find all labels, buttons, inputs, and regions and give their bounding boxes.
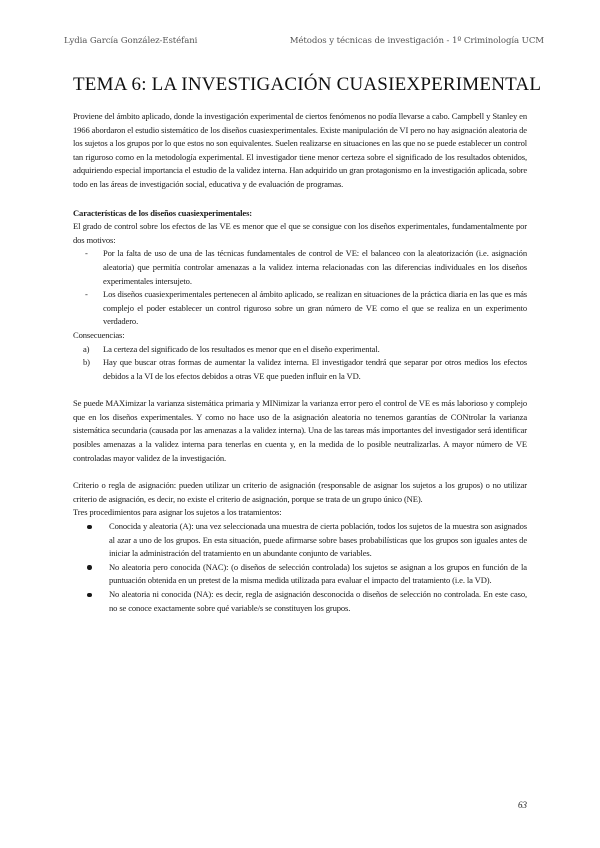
characteristics-lead: El grado de control sobre los efectos de las VE es menor que el que se consigue con los diseños experimentales, fundamentalmente por dos motivos: — [73, 221, 527, 245]
assignment-intro: Criterio o regla de asignación: pueden utilizar un criterio de asignación (responsable de asignar los sujetos a los grupos) o no utilizar criterio de asignación, es decir, no existe el criterio de asignación, porque se trata de un grupo único (NE). — [73, 480, 527, 504]
header-author: Lydia García González-Estéfani — [64, 36, 198, 46]
consequences-list — [73, 343, 527, 384]
list-item: - Los diseños cuasiexperimentales pertenecen al ámbito aplicado, se realizan en situaciones de la práctica diaria en las que es más complejo el poder establecer un control riguroso sobre un gran número de VE como el que se realiza en un experimento verdadero. — [103, 288, 527, 329]
intro-paragraph: Proviene del ámbito aplicado, donde la investigación experimental de ciertos fenómenos no podía llevarse a cabo. Campbell y Stanley en 1966 abordaron el estudio sistemático de los diseños cuasiexperimentales. Existe manipulación de VI pero no hay asignación aleatoria de los sujetos a los grupos por lo que estos no son equivalentes. Suelen realizarse en situaciones en las que no se puede establecer un control tan riguroso como en la metodología experimental. El investigador tiene menor certeza sobre el significado de los resultados obtenidos, adquiriendo especial importancia el estudio de la validez interna. Han adquirido un gran protagonismo en la investigación aplicada, sobre todo en las áreas de investigación social, educativa y de evaluación de programas. — [73, 111, 527, 189]
list-marker: b) — [83, 357, 90, 368]
list-marker: a) — [83, 343, 90, 354]
document-body — [73, 110, 527, 615]
header-course: Métodos y técnicas de investigación - 1º Criminología UCM — [289, 36, 544, 46]
consequences-label: Consecuencias: — [73, 329, 125, 340]
list-item: No aleatoria pero conocida (NAC): (o diseños de selección controlada) los sujetos se asignan a los grupos en función de la puntuación obtenida en un pretest de la misma medida utilizada para evaluar el impacto del tratamiento (i.e. la VD). — [109, 561, 527, 588]
page-number: 63 — [518, 800, 527, 810]
list-item: No aleatoria ni conocida (NA): es decir, regla de asignación desconocida o diseños de selección no controlada. En este caso, no se conoce exactamente sobre qué variable/s se constituyen los grupos. — [109, 588, 527, 615]
procedures-list — [73, 520, 527, 615]
list-item — [83, 343, 527, 357]
list-item-text: La certeza del significado de los resultados es menor que en el diseño experimental. — [103, 343, 380, 354]
characteristics-subtitle: Características de los diseños cuasiexperimentales: — [73, 207, 253, 218]
page-title: TEMA 6: LA INVESTIGACIÓN CUASIEXPERIMENTAL — [73, 74, 542, 95]
variance-paragraph: Se puede MAXimizar la varianza sistemática primaria y MINimizar la varianza error pero el control de VE es más laborioso y complejo que en los diseños experimentales. Y como no hace uso de la asignación aleatoria no tenemos garantías de CONtrolar la varianza sistemática secundaria (causada por las amenazas a la validez interna). Una de las tareas más importantes del investigador será identificar posibles amenazas a la validez interna para tenerlas en cuenta y, en la medida de lo posible neutralizarlas. A mayor número de VE controladas mayor validez de la investigación. — [73, 398, 527, 463]
list-item-text: Hay que buscar otras formas de aumentar la validez interna. El investigador tendrá que separar por otros medios los efectos debidos a la VI de los efectos debidos a otras VE que pueden influir en la VD. — [103, 357, 527, 381]
list-item — [83, 356, 527, 383]
list-item: Conocida y aleatoria (A): una vez seleccionada una muestra de cierta población, todos los sujetos de la muestra son asignados al azar a uno de los grupos. En esta situación, puede afirmarse sobre bases probabilísticas que los grupos son iguales antes de iniciar la administración del tratamiento en un abundante conjunto de variables. — [109, 520, 527, 561]
reasons-list — [73, 247, 527, 329]
page-header — [64, 36, 544, 46]
procedures-label: Tres procedimientos para asignar los sujetos a los tratamientos: — [73, 507, 282, 518]
list-item: - Por la falta de uso de una de las técnicas fundamentales de control de VE: el balanceo con la aleatorización (i.e. asignación aleatoria) que permitía controlar amenazas a la validez interna relacionadas con las diferencias individuales en los diseños experimentales intersujeto. — [103, 247, 527, 288]
